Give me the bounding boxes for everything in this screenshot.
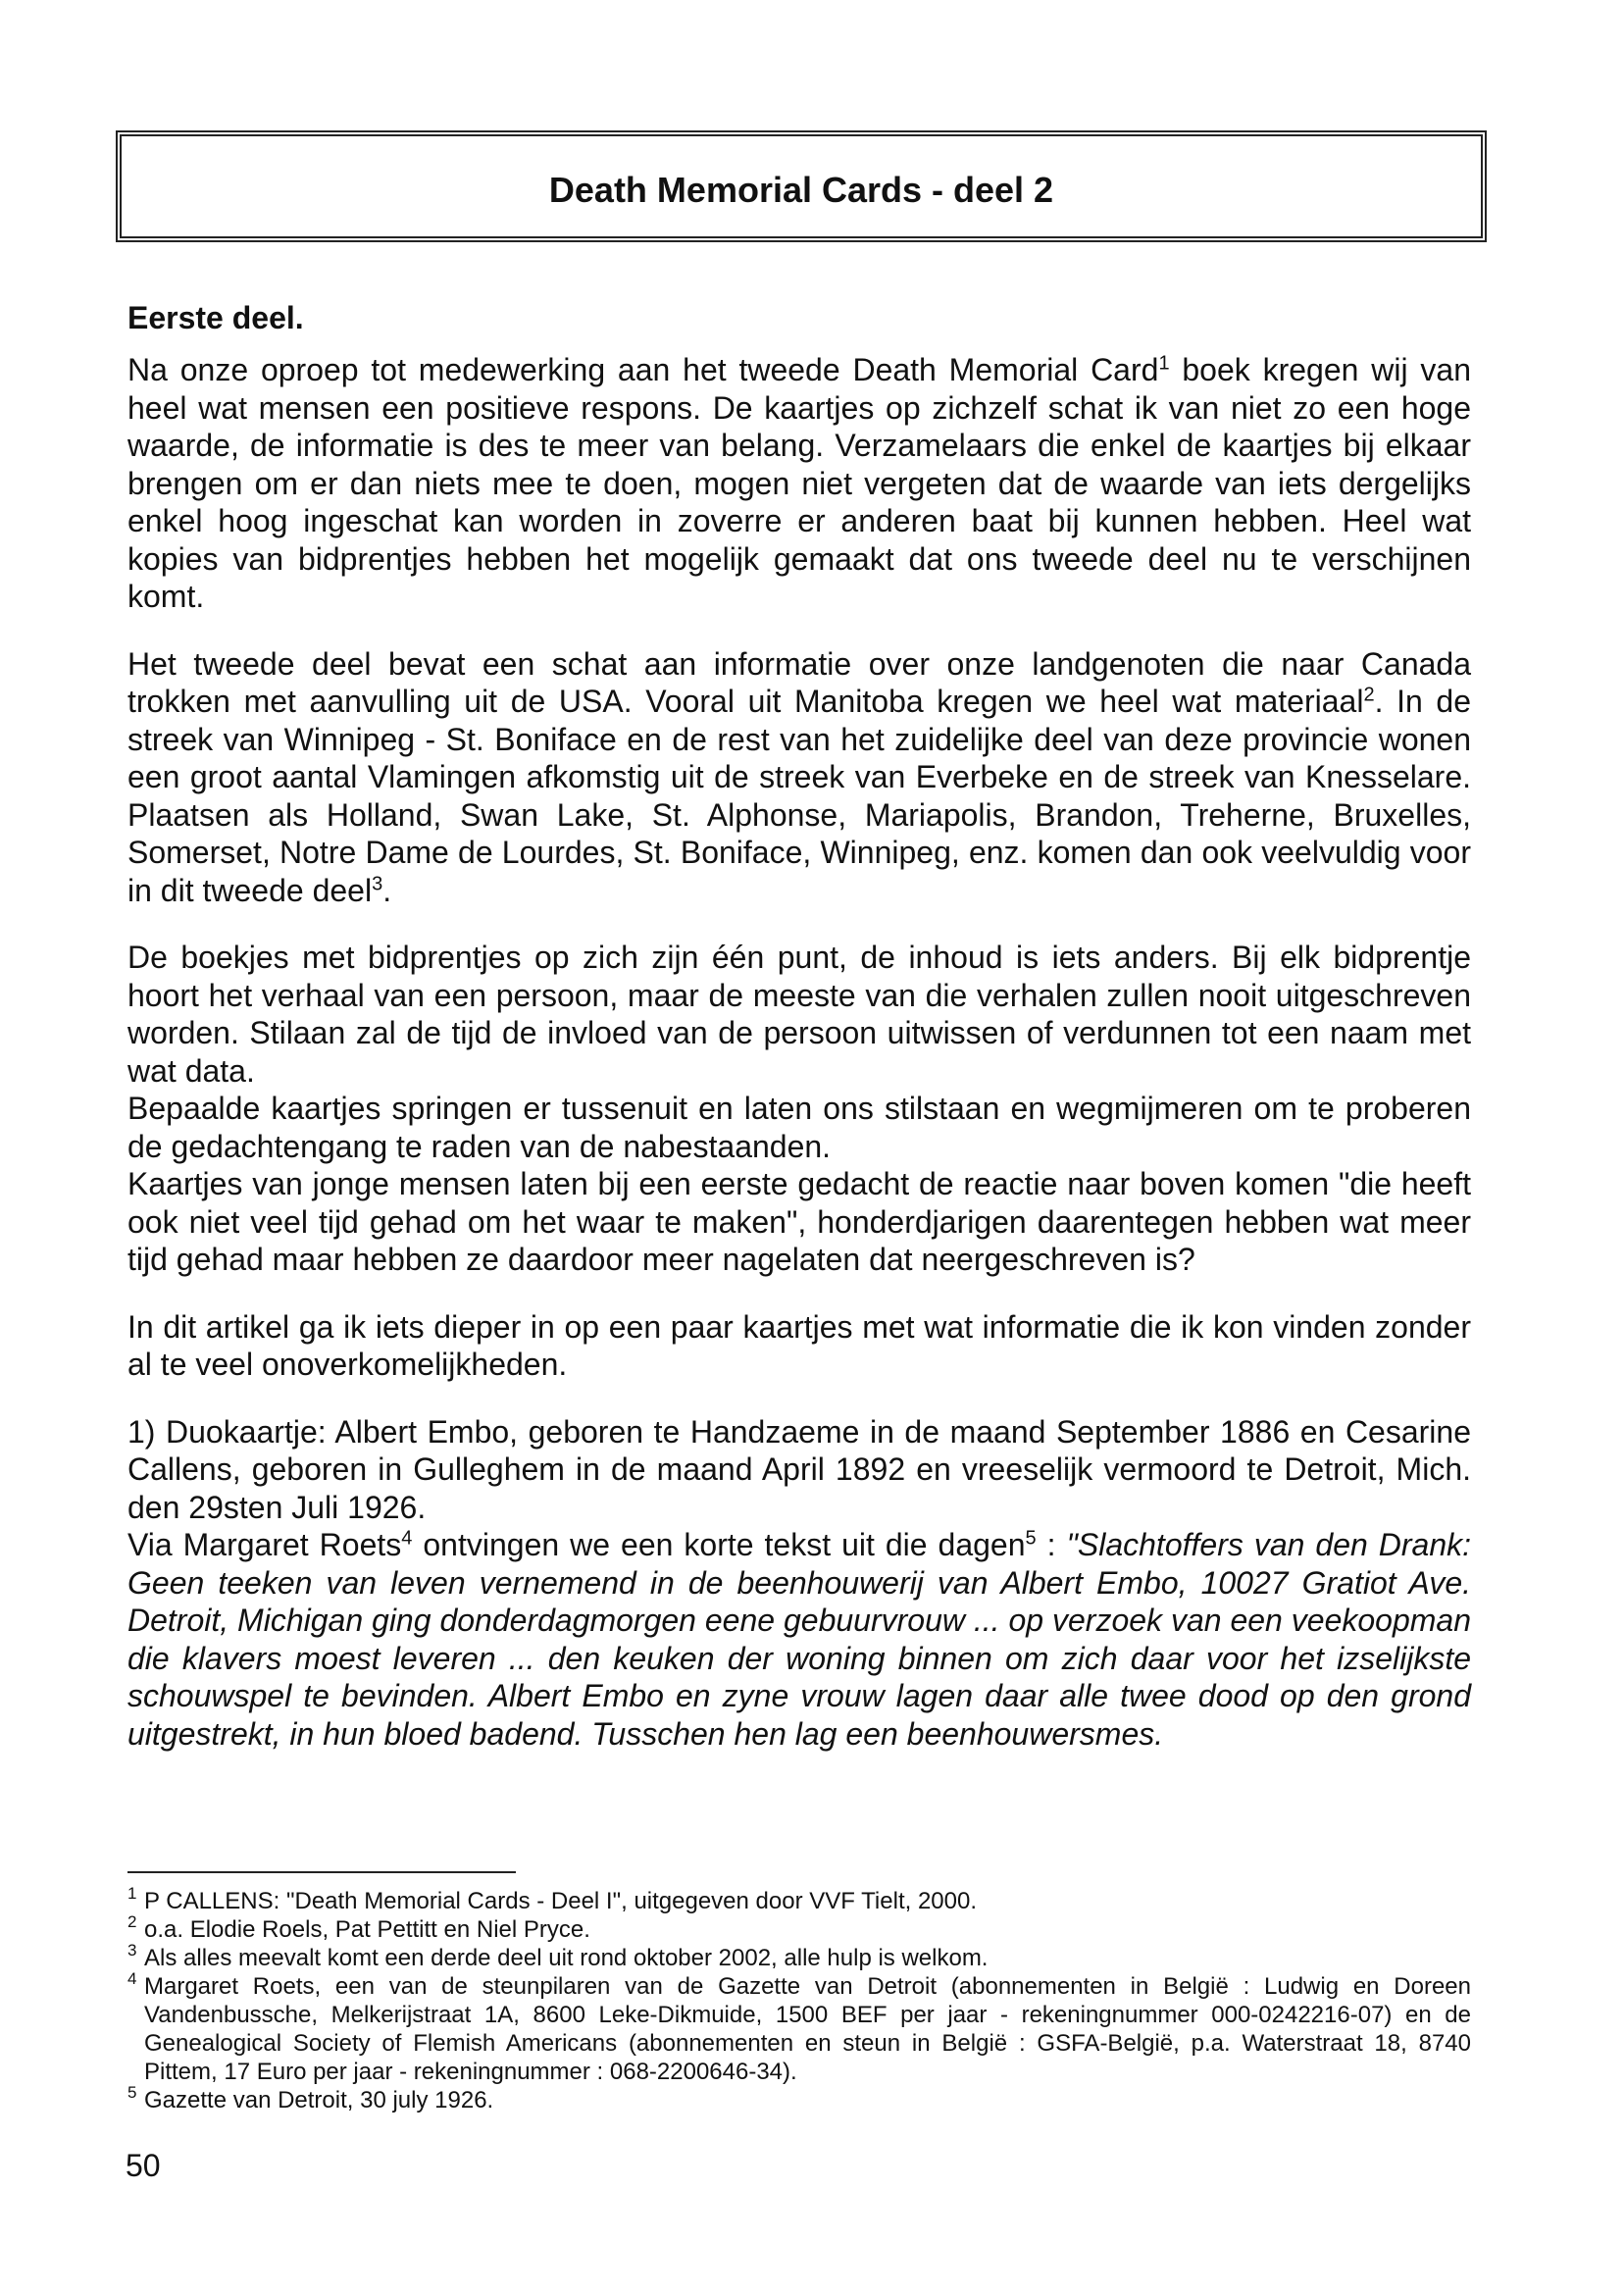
page-number: 50 xyxy=(126,2148,161,2183)
article-body xyxy=(127,351,1471,1753)
footnote-ref-3: 3 xyxy=(372,872,383,894)
footnote-1 xyxy=(127,1884,1471,1915)
footnote-number: 4 xyxy=(127,1969,137,1988)
footnote-number: 2 xyxy=(127,1912,137,1931)
footnote-3 xyxy=(127,1941,1471,1972)
footnote-text: Margaret Roets, een van de steunpilaren van de Gazette van Detroit (abonnementen in België : Ludwig en Doreen Vandenbussche, Melkerijstraat 1A, 8600 Leke-Dikmuide, 1500 BEF per jaar - rekeningnummer 000-0242216-07) en de Genealogical Society of Flemish Americans (abonnementen en steun in België : GSFA-België, p.a. Waterstraat 18, 8740 Pittem, 17 Euro per jaar - rekeningnummer : 068-2200646-34). xyxy=(144,1973,1471,2085)
paragraph-3a: De boekjes met bidprentjes op zich zijn één punt, de inhoud is iets anders. Bij elk bidprentje hoort het verhaal van een persoon, maar de meeste van die verhalen zullen nooit uitgeschreven worden. Stilaan zal de tijd de invloed van de persoon uitwissen of verdunnen tot een naam met wat data. xyxy=(127,940,1471,1089)
paragraph-5b xyxy=(127,1526,1471,1753)
paragraph-3b: Bepaalde kaartjes springen er tussenuit en laten ons stilstaan en wegmijmeren om te proberen de gedachtengang te raden van de nabestaanden. xyxy=(127,1091,1471,1164)
footnote-text: P CALLENS: "Death Memorial Cards - Deel I", uitgegeven door VVF Tielt, 2000. xyxy=(144,1888,977,1914)
footnote-4 xyxy=(127,1969,1471,2086)
footnote-number: 1 xyxy=(127,1884,137,1903)
section-heading: Eerste deel. xyxy=(127,300,304,335)
footnote-ref-4: 4 xyxy=(401,1527,413,1550)
text-run: Het tweede deel bevat een schat aan informatie over onze landgenoten die naar Canada trokken met aanvulling uit de USA. Vooral uit Manitoba kregen we heel wat materiaal xyxy=(127,645,1471,719)
text-run: ontvingen we een korte tekst uit die dagen xyxy=(412,1527,1026,1562)
text-run: boek kregen wij van heel wat mensen een positieve respons. De kaartjes op zichzelf schat ik van niet zo een hoge waarde, de informatie is des te meer van belang. Verzamelaars die enkel de kaartjes bij elkaar brengen om er dan niets mee te doen, mogen niet vergeten dat de waarde van iets dergelijks enkel hoog ingeschat kan worden in zoverre er anderen baat bij kunnen hebben. Heel wat kopies van bidprentjes hebben het mogelijk gemaakt dat ons tweede deel nu te verschijnen komt. xyxy=(127,352,1472,614)
footnote-text: Gazette van Detroit, 30 july 1926. xyxy=(144,2087,494,2113)
text-run: Via Margaret Roets xyxy=(127,1527,402,1562)
paragraph-2 xyxy=(127,645,1471,910)
paragraph-1 xyxy=(127,351,1471,616)
paragraph-4: In dit artikel ga ik iets dieper in op een paar kaartjes met wat informatie die ik kon vinden zonder al te veel onoverkomelijkheden. xyxy=(127,1308,1471,1382)
footnote-divider xyxy=(127,1871,516,1873)
footnote-ref-1: 1 xyxy=(1158,352,1170,375)
title-box xyxy=(116,130,1487,242)
footnote-5 xyxy=(127,2083,1471,2114)
text-run: Na onze oproep tot medewerking aan het tweede Death Memorial Card xyxy=(127,352,1159,387)
paragraph-5a: 1) Duokaartje: Albert Embo, geboren te Handzaeme in de maand September 1886 en Cesarine Callens, geboren in Gulleghem in de maand April 1892 en vreeselijk vermoord te Detroit, Mich. den 29sten Juli 1926. xyxy=(127,1413,1471,1525)
footnote-ref-2: 2 xyxy=(1363,684,1375,706)
text-run: . In de streek van Winnipeg - St. Boniface en de rest van het zuidelijke deel van deze provincie wonen een groot aantal Vlamingen afkomstig uit de streek van Everbeke en de streek van Knesselare. Plaatsen als Holland, Swan Lake, St. Alphonse, Mariapolis, Brandon, Treherne, Bruxelles, Somerset, Notre Dame de Lourdes, St. Boniface, Winnipeg, enz. komen dan ook veelvuldig voor in dit tweede deel xyxy=(127,684,1472,908)
text-run: . xyxy=(382,872,392,908)
footnote-2 xyxy=(127,1912,1471,1944)
footnote-text: Als alles meevalt komt een derde deel uit rond oktober 2002, alle hulp is welkom. xyxy=(144,1945,989,1971)
paragraph-3c: Kaartjes van jonge mensen laten bij een eerste gedacht de reactie naar boven komen "die heeft ook niet veel tijd gehad om het waar te maken", honderdjarigen daarentegen hebben wat meer tijd gehad maar hebben ze daardoor meer nagelaten dat neergeschreven is? xyxy=(127,1166,1471,1277)
footnote-text: o.a. Elodie Roels, Pat Pettitt en Niel Pryce. xyxy=(144,1916,590,1943)
footnotes xyxy=(127,1884,1471,2114)
text-run: : xyxy=(1036,1527,1067,1562)
quoted-newspaper-text: "Slachtoffers van den Drank: Geen teeken van leven vernemend in de beenhouwerij van Albert Embo, 10027 Gratiot Ave. Detroit, Michigan ging donderdagmorgen eene gebuurvrouw ... op verzoek van een veekoopman die klavers moest leveren ... den keuken der woning binnen om zich daar voor het izselijkste schouwspel te bevinden. Albert Embo en zyne vrouw lagen daar alle twee dood op den grond uitgestrekt, in hun bloed badend. Tusschen hen lag een beenhouwersmes. xyxy=(127,1527,1472,1752)
footnote-number: 5 xyxy=(127,2083,137,2102)
footnote-number: 3 xyxy=(127,1941,137,1960)
footnote-ref-5: 5 xyxy=(1025,1527,1037,1550)
page-title: Death Memorial Cards - deel 2 xyxy=(548,170,1054,210)
